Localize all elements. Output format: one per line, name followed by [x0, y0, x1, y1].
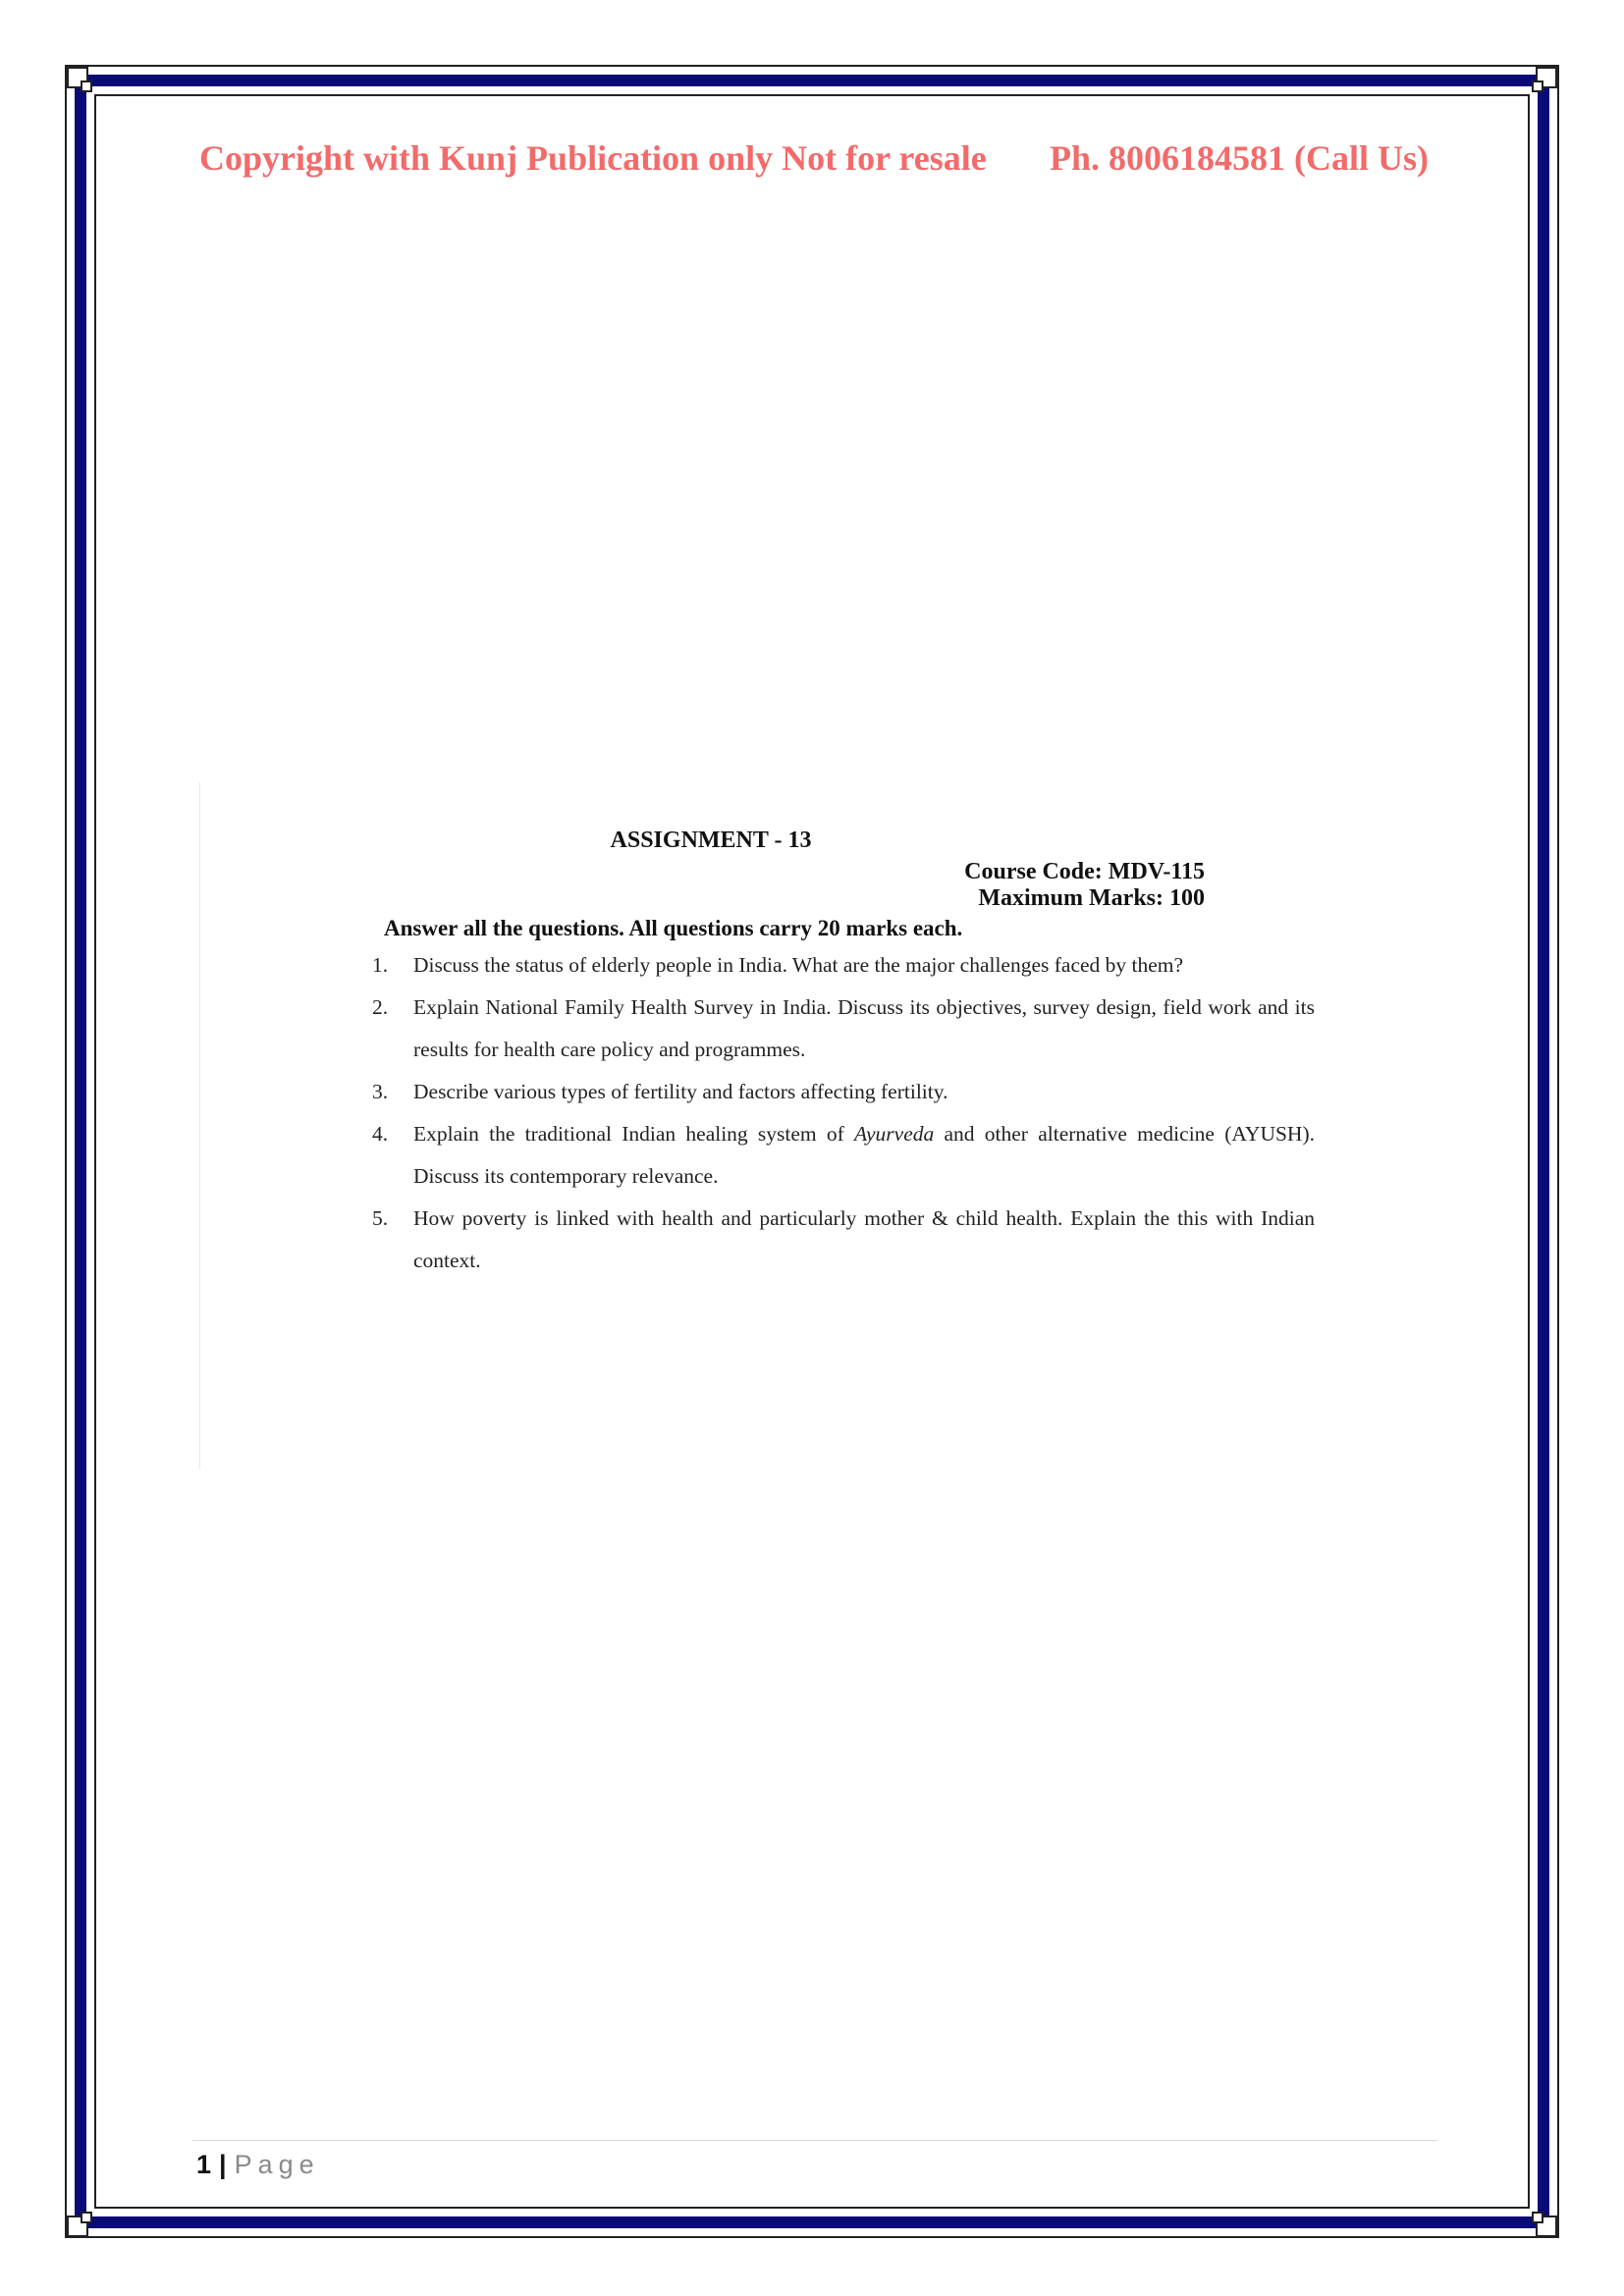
assignment-title: ASSIGNMENT - 13	[610, 828, 812, 853]
assignment-block	[199, 782, 1328, 1469]
question-text: How poverty is linked with health and particularly mother & child health. Explain the this with Indian context.	[413, 1206, 1315, 1272]
question-number: 3.	[372, 1080, 389, 1103]
question-item	[372, 987, 1315, 1071]
course-code: Course Code: MDV-115	[964, 859, 1205, 884]
instructions: Answer all the questions. All questions carry 20 marks each.	[384, 916, 963, 940]
question-number: 1.	[372, 953, 389, 977]
footer-separator: |	[219, 2150, 227, 2179]
footer-divider	[192, 2140, 1437, 2141]
question-text-part: Explain the traditional Indian healing system of	[413, 1122, 855, 1146]
maximum-marks: Maximum Marks: 100	[978, 885, 1205, 911]
page-footer	[196, 2150, 320, 2180]
corner-ornament-bottom-right	[1524, 2204, 1557, 2237]
corner-ornament-bottom-left	[67, 2204, 100, 2237]
corner-ornament-top-right	[1524, 67, 1557, 100]
question-item	[372, 1071, 1315, 1113]
question-text: Describe various types of fertility and factors affecting fertility.	[413, 1080, 948, 1103]
copyright-notice: Copyright with Kunj Publication only Not for resale	[199, 138, 987, 178]
question-number: 4.	[372, 1122, 389, 1146]
question-number: 5.	[372, 1206, 389, 1230]
question-text	[413, 1113, 1315, 1198]
question-list	[372, 944, 1315, 1282]
page-number: 1	[196, 2150, 212, 2179]
ayurveda-term: Ayurveda	[854, 1122, 935, 1146]
question-item	[372, 1113, 1315, 1198]
question-number: 2.	[372, 995, 389, 1019]
question-item	[372, 944, 1315, 987]
page-label: Page	[234, 2150, 320, 2179]
question-text-part: and other alternative medicine (AYUSH). Discuss its contemporary relevance.	[413, 1122, 1315, 1188]
question-text: Discuss the status of elderly people in India. What are the major challenges faced by them?	[413, 953, 1184, 977]
question-text: Explain National Family Health Survey in India. Discuss its objectives, survey design, field work and its results for health care policy and programmes.	[413, 995, 1315, 1061]
question-item	[372, 1198, 1315, 1282]
corner-ornament-top-left	[67, 67, 100, 100]
contact-phone: Ph. 8006184581 (Call Us)	[1050, 138, 1429, 178]
